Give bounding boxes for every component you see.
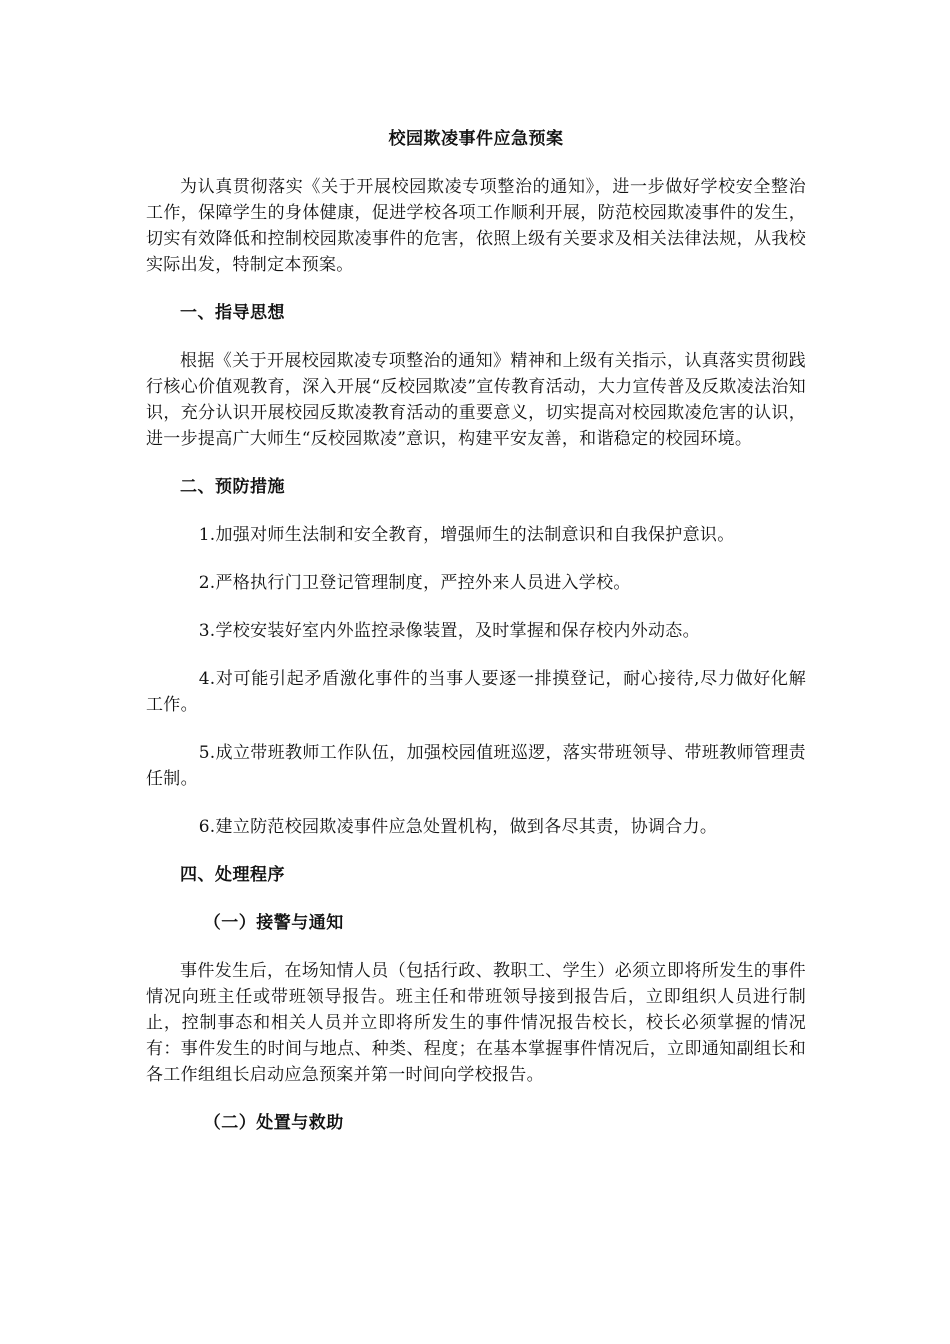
section-heading-prevention-measures: 二、预防措施 <box>180 477 285 497</box>
section-heading-handling-procedure: 四、处理程序 <box>180 865 285 885</box>
prevention-item: 3.学校安装好室内外监控录像装置，及时掌握和保存校内外动态。 <box>198 621 700 641</box>
subsection-heading-alarm-notification: （一）接警与通知 <box>203 913 344 933</box>
prevention-item: 1.加强对师生法制和安全教育，增强师生的法制意识和自我保护意识。 <box>198 525 735 545</box>
document-title: 校园欺凌事件应急预案 <box>388 129 564 149</box>
prevention-item: 2.严格执行门卫登记管理制度，严控外来人员进入学校。 <box>198 573 631 593</box>
intro-paragraph: 为认真贯彻落实《关于开展校园欺凌专项整治的通知》，进一步做好学校安全整治工作，保障学生的身体健康，促进学校各项工作顺利开展，防范校园欺凌事件的发生，切实有效降低和控制校园欺凌事件的危害，依照上级有关要求及相关法律法规，从我校实际出发，特制定本预案。 <box>146 177 806 275</box>
alarm-notification-paragraph: 事件发生后，在场知情人员（包括行政、教职工、学生）必须立即将所发生的事件情况向班主任或带班领导报告。班主任和带班领导接到报告后，立即组织人员进行制止，控制事态和相关人员并立即将所发生的事件情况报告校长，校长必须掌握的情况有：事件发生的时间与地点、种类、程度；在基本掌握事件情况后，立即通知副组长和各工作组组长启动应急预案并第一时间向学校报告。 <box>146 961 806 1085</box>
prevention-item: 5.成立带班教师工作队伍，加强校园值班巡逻，落实带班领导、带班教师管理责任制。 <box>146 743 806 789</box>
subsection-heading-disposal-rescue: （二）处置与救助 <box>203 1113 344 1133</box>
section-heading-guiding-ideology: 一、指导思想 <box>180 303 285 323</box>
prevention-item: 6.建立防范校园欺凌事件应急处置机构，做到各尽其责，协调合力。 <box>198 817 718 837</box>
document-body <box>146 126 806 1158</box>
prevention-item: 4.对可能引起矛盾激化事件的当事人要逐一排摸登记，耐心接待,尽力做好化解工作。 <box>146 669 806 715</box>
guiding-ideology-paragraph: 根据《关于开展校园欺凌专项整治的通知》精神和上级有关指示，认真落实贯彻践行核心价值观教育，深入开展“反校园欺凌”宣传教育活动，大力宣传普及反欺凌法治知识，充分认识开展校园反欺凌教育活动的重要意义，切实提高对校园欺凌危害的认识，进一步提高广大师生“反校园欺凌”意识，构建平安友善，和谐稳定的校园环境。 <box>146 351 806 449</box>
